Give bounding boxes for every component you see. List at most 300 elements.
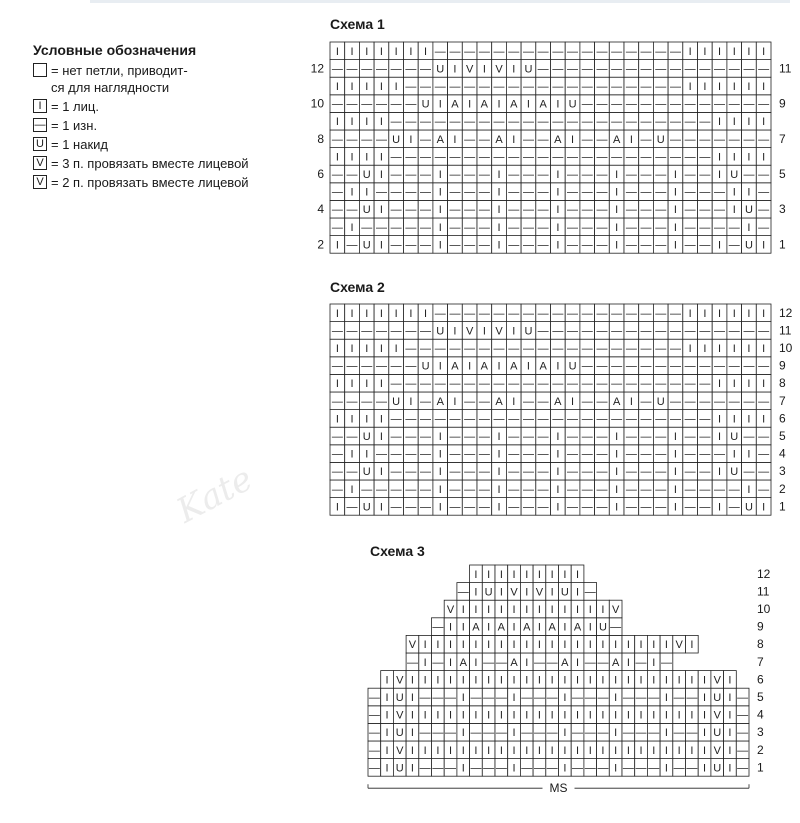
- knit-stitch-icon: [389, 77, 404, 95]
- svg-text:I: I: [563, 709, 567, 722]
- row-number-right: 7: [779, 131, 786, 146]
- purl-stitch-icon: [448, 236, 463, 254]
- row-number-right: 9: [779, 358, 786, 373]
- svg-text:—: —: [390, 466, 402, 479]
- purl-stitch-icon: [444, 759, 457, 777]
- svg-text:—: —: [331, 221, 343, 234]
- svg-text:I: I: [563, 674, 567, 687]
- svg-text:—: —: [584, 762, 596, 775]
- svg-text:I: I: [614, 727, 618, 740]
- purl-stitch-icon: [622, 688, 635, 706]
- knit-stitch-icon: [406, 688, 419, 706]
- knit-stitch-icon: [448, 322, 463, 340]
- purl-stitch-icon: [470, 759, 483, 777]
- svg-text:—: —: [495, 656, 507, 669]
- purl-stitch-icon: [418, 322, 433, 340]
- svg-text:I: I: [732, 151, 736, 164]
- svg-text:I: I: [526, 98, 530, 111]
- knit-stitch-icon: [492, 236, 507, 254]
- svg-text:—: —: [478, 116, 490, 129]
- knit-stitch-icon: [433, 95, 448, 113]
- legend-item-label: = нет петли, приводит- ся для наглядности: [51, 63, 188, 95]
- svg-text:I: I: [747, 116, 751, 129]
- knit-stitch-icon: [756, 148, 771, 166]
- knit-stitch-icon: [433, 357, 448, 375]
- arrow-icon: [571, 618, 584, 636]
- knit-stitch-icon: [559, 688, 572, 706]
- knit-stitch-icon: [359, 445, 374, 463]
- svg-text:I: I: [461, 762, 465, 775]
- knit-stitch-icon: [698, 42, 713, 60]
- legend-item-k3tog: [33, 155, 323, 172]
- purl-stitch-icon: [639, 112, 654, 130]
- purl-stitch-icon: [389, 200, 404, 218]
- svg-text:—: —: [567, 378, 579, 391]
- svg-text:—: —: [432, 656, 444, 669]
- purl-stitch-icon: [477, 304, 492, 322]
- knit-stitch-icon: [609, 498, 624, 516]
- svg-text:—: —: [640, 63, 652, 76]
- svg-text:—: —: [346, 325, 358, 338]
- svg-text:I: I: [512, 604, 516, 616]
- svg-text:I: I: [629, 395, 633, 408]
- svg-text:I: I: [379, 239, 383, 252]
- purl-stitch-icon: [462, 148, 477, 166]
- row-number-right: 12: [757, 566, 771, 581]
- knit-stitch-icon: [381, 723, 394, 741]
- purl-stitch-icon: [639, 498, 654, 516]
- svg-text:—: —: [331, 466, 343, 479]
- svg-text:I: I: [601, 744, 605, 757]
- svg-text:—: —: [546, 762, 558, 775]
- knit-stitch-icon: [508, 741, 521, 759]
- svg-text:—: —: [567, 45, 579, 58]
- svg-text:—: —: [419, 692, 431, 704]
- purl-stitch-icon: [639, 236, 654, 254]
- purl-stitch-icon: [653, 304, 668, 322]
- svg-text:I: I: [468, 98, 472, 111]
- k2tog-icon: [393, 671, 406, 689]
- purl-stitch-icon: [653, 218, 668, 236]
- svg-text:I: I: [576, 656, 580, 669]
- svg-text:—: —: [699, 63, 711, 76]
- svg-text:I: I: [664, 762, 668, 775]
- knit-stitch-icon: [533, 741, 546, 759]
- svg-text:I: I: [379, 81, 383, 93]
- svg-text:—: —: [684, 133, 696, 146]
- svg-text:—: —: [346, 395, 358, 408]
- svg-text:—: —: [508, 45, 520, 58]
- purl-stitch-icon: [683, 130, 698, 148]
- svg-text:—: —: [432, 727, 444, 740]
- svg-text:I: I: [732, 45, 736, 58]
- purl-stitch-icon: [597, 653, 610, 671]
- purl-stitch-icon: [330, 462, 345, 480]
- knit-stitch-icon: [727, 183, 742, 201]
- purl-stitch-icon: [580, 148, 595, 166]
- purl-stitch-icon: [521, 462, 536, 480]
- svg-text:I: I: [449, 674, 453, 687]
- purl-stitch-icon: [668, 42, 683, 60]
- purl-stitch-icon: [565, 462, 580, 480]
- svg-text:—: —: [552, 378, 564, 391]
- purl-stitch-icon: [595, 498, 610, 516]
- svg-text:—: —: [361, 63, 373, 76]
- yarn-over-icon: [653, 392, 668, 410]
- svg-text:—: —: [434, 151, 446, 164]
- svg-text:I: I: [461, 621, 465, 634]
- svg-text:I: I: [379, 431, 383, 443]
- svg-text:V: V: [713, 709, 721, 722]
- purl-stitch-icon: [624, 462, 639, 480]
- svg-text:—: —: [508, 116, 520, 129]
- purl-stitch-icon: [580, 112, 595, 130]
- svg-text:U: U: [392, 133, 401, 146]
- svg-text:—: —: [567, 325, 579, 338]
- svg-text:I: I: [614, 674, 618, 687]
- row-number-left: 12: [310, 61, 324, 76]
- svg-text:I: I: [499, 639, 503, 652]
- svg-text:V: V: [675, 639, 683, 652]
- svg-text:—: —: [420, 151, 432, 164]
- purl-stitch-icon: [609, 339, 624, 357]
- knit-stitch-icon: [559, 723, 572, 741]
- purl-stitch-icon: [727, 236, 742, 254]
- svg-text:I: I: [461, 709, 465, 722]
- knit-stitch-icon: [609, 236, 624, 254]
- knit-stitch-icon: [457, 706, 470, 724]
- purl-stitch-icon: [330, 95, 345, 113]
- svg-text:—: —: [743, 169, 755, 181]
- svg-text:—: —: [684, 378, 696, 391]
- purl-stitch-icon: [462, 130, 477, 148]
- knit-stitch-icon: [433, 200, 448, 218]
- knit-stitch-icon: [584, 635, 597, 653]
- svg-text:—: —: [581, 81, 593, 93]
- svg-text:—: —: [581, 431, 593, 443]
- knit-stitch-icon: [551, 498, 566, 516]
- purl-stitch-icon: [595, 410, 610, 428]
- purl-stitch-icon: [521, 130, 536, 148]
- svg-text:I: I: [588, 744, 592, 757]
- svg-text:I: I: [615, 239, 619, 252]
- purl-stitch-icon: [668, 410, 683, 428]
- svg-text:I: I: [365, 307, 369, 320]
- purl-stitch-icon: [418, 462, 433, 480]
- svg-text:—: —: [728, 395, 740, 408]
- purl-stitch-icon: [368, 723, 381, 741]
- svg-text:—: —: [669, 116, 681, 129]
- purl-stitch-icon: [536, 60, 551, 78]
- svg-text:—: —: [493, 81, 505, 93]
- svg-text:—: —: [464, 378, 476, 391]
- purl-stitch-icon: [565, 374, 580, 392]
- purl-stitch-icon: [580, 480, 595, 498]
- svg-text:I: I: [728, 727, 732, 740]
- svg-text:—: —: [478, 186, 490, 199]
- purl-stitch-icon: [727, 60, 742, 78]
- purl-stitch-icon: [653, 95, 668, 113]
- svg-text:I: I: [379, 378, 383, 391]
- yarn-over-icon: [393, 688, 406, 706]
- knit-stitch-icon: [495, 671, 508, 689]
- svg-text:U: U: [656, 133, 665, 146]
- purl-stitch-icon: [462, 445, 477, 463]
- knit-stitch-icon: [359, 42, 374, 60]
- purl-stitch-icon: [448, 218, 463, 236]
- svg-text:—: —: [537, 204, 549, 217]
- knit-stitch-icon: [330, 498, 345, 516]
- purl-stitch-icon: [345, 392, 360, 410]
- svg-text:—: —: [508, 466, 520, 479]
- svg-text:—: —: [449, 501, 461, 514]
- knit-stitch-icon: [559, 759, 572, 777]
- svg-text:I: I: [537, 709, 541, 722]
- knit-stitch-icon: [495, 583, 508, 601]
- svg-text:—: —: [673, 762, 685, 775]
- svg-text:—: —: [537, 343, 549, 355]
- purl-stitch-icon: [727, 392, 742, 410]
- svg-text:—: —: [581, 325, 593, 338]
- svg-text:—: —: [390, 448, 402, 461]
- knit-stitch-icon: [495, 565, 508, 583]
- svg-text:I: I: [379, 501, 383, 514]
- svg-text:I: I: [673, 239, 677, 252]
- svg-text:I: I: [424, 45, 428, 58]
- svg-text:—: —: [464, 169, 476, 181]
- svg-text:I: I: [762, 81, 766, 93]
- svg-text:—: —: [331, 63, 343, 76]
- svg-text:—: —: [390, 483, 402, 496]
- knit-stitch-icon: [686, 671, 699, 689]
- svg-text:—: —: [596, 307, 608, 320]
- svg-text:—: —: [464, 239, 476, 252]
- purl-stitch-icon: [551, 60, 566, 78]
- svg-text:I: I: [379, 204, 383, 217]
- svg-text:—: —: [331, 483, 343, 496]
- k3tog-icon: [462, 60, 477, 78]
- svg-text:—: —: [346, 169, 358, 181]
- svg-text:—: —: [464, 116, 476, 129]
- purl-stitch-icon: [624, 480, 639, 498]
- svg-text:—: —: [635, 692, 647, 704]
- svg-text:—: —: [640, 378, 652, 391]
- svg-text:—: —: [419, 727, 431, 740]
- purl-stitch-icon: [477, 236, 492, 254]
- svg-text:—: —: [405, 151, 417, 164]
- purl-stitch-icon: [521, 165, 536, 183]
- purl-stitch-icon: [653, 112, 668, 130]
- purl-stitch-icon: [683, 112, 698, 130]
- svg-text:—: —: [684, 431, 696, 443]
- svg-text:—: —: [596, 413, 608, 426]
- svg-text:—: —: [434, 378, 446, 391]
- knit-stitch-icon: [432, 671, 445, 689]
- knit-stitch-icon: [381, 759, 394, 777]
- k3tog-icon: [533, 583, 546, 601]
- knit-stitch-icon: [712, 165, 727, 183]
- knit-stitch-icon: [418, 304, 433, 322]
- svg-text:I: I: [615, 483, 619, 496]
- svg-text:I: I: [499, 674, 503, 687]
- purl-stitch-icon: [639, 95, 654, 113]
- svg-text:I: I: [379, 413, 383, 426]
- svg-text:I: I: [525, 639, 529, 652]
- svg-text:—: —: [611, 45, 623, 58]
- purl-stitch-icon: [742, 322, 757, 340]
- svg-text:I: I: [474, 656, 478, 669]
- svg-text:A: A: [451, 98, 459, 111]
- svg-text:—: —: [758, 395, 770, 408]
- knit-stitch-icon: [546, 671, 559, 689]
- svg-text:—: —: [478, 501, 490, 514]
- knit-stitch-icon: [433, 165, 448, 183]
- svg-text:I: I: [438, 169, 442, 181]
- svg-text:A: A: [497, 621, 506, 634]
- svg-text:—: —: [537, 239, 549, 252]
- svg-text:A: A: [472, 621, 480, 634]
- svg-text:I: I: [350, 151, 354, 164]
- svg-text:A: A: [495, 395, 503, 408]
- svg-text:—: —: [368, 762, 380, 775]
- knit-stitch-icon: [584, 600, 597, 618]
- svg-text:I: I: [423, 639, 427, 652]
- knit-stitch-icon: [727, 112, 742, 130]
- svg-text:—: —: [625, 448, 637, 461]
- knit-stitch-icon: [712, 462, 727, 480]
- svg-text:—: —: [567, 204, 579, 217]
- knit-stitch-icon: [698, 723, 711, 741]
- purl-stitch-icon: [432, 723, 445, 741]
- svg-text:—: —: [655, 378, 667, 391]
- svg-text:I: I: [556, 431, 560, 443]
- svg-text:I: I: [453, 325, 457, 338]
- svg-text:—: —: [470, 692, 482, 704]
- purl-stitch-icon: [580, 42, 595, 60]
- purl-stitch-icon: [506, 462, 521, 480]
- purl-stitch-icon: [492, 77, 507, 95]
- svg-text:—: —: [346, 431, 358, 443]
- purl-stitch-icon: [639, 357, 654, 375]
- svg-text:V: V: [465, 63, 474, 76]
- svg-text:—: —: [521, 692, 533, 704]
- svg-text:I: I: [335, 343, 339, 355]
- knit-stitch-icon: [683, 77, 698, 95]
- knit-stitch-icon: [647, 671, 660, 689]
- knit-stitch-icon: [520, 565, 533, 583]
- knit-stitch-icon: [470, 583, 483, 601]
- knit-stitch-icon: [698, 759, 711, 777]
- svg-text:—: —: [445, 692, 457, 704]
- svg-text:I: I: [732, 343, 736, 355]
- purl-stitch-icon: [571, 723, 584, 741]
- purl-stitch-icon: [653, 77, 668, 95]
- svg-text:I: I: [474, 568, 478, 581]
- svg-text:I: I: [436, 709, 440, 722]
- row-number-right: 9: [779, 96, 786, 111]
- knit-stitch-icon: [374, 339, 389, 357]
- svg-text:I: I: [550, 744, 554, 757]
- svg-text:—: —: [635, 727, 647, 740]
- knit-stitch-icon: [477, 60, 492, 78]
- svg-text:—: —: [625, 307, 637, 320]
- purl-stitch-icon: [673, 688, 686, 706]
- k2tog-icon: [444, 600, 457, 618]
- purl-stitch-icon: [565, 339, 580, 357]
- svg-text:—: —: [361, 325, 373, 338]
- svg-text:—: —: [331, 169, 343, 181]
- svg-text:I: I: [453, 133, 457, 146]
- svg-text:U: U: [713, 727, 722, 740]
- svg-text:—: —: [758, 186, 770, 199]
- svg-text:—: —: [331, 133, 343, 146]
- purl-stitch-icon: [521, 480, 536, 498]
- svg-text:I: I: [525, 586, 529, 599]
- purl-stitch-icon: [536, 200, 551, 218]
- svg-text:—: —: [673, 727, 685, 740]
- svg-text:—: —: [596, 98, 608, 111]
- svg-text:I: I: [499, 568, 503, 581]
- purl-stitch-icon: [546, 759, 559, 777]
- svg-text:—: —: [655, 81, 667, 93]
- svg-text:—: —: [584, 586, 596, 599]
- purl-stitch-icon: [736, 688, 749, 706]
- purl-stitch-icon: [536, 392, 551, 410]
- k2tog-icon: [711, 706, 724, 724]
- svg-text:I: I: [563, 604, 567, 616]
- knit-stitch-icon: [724, 759, 737, 777]
- svg-text:I: I: [576, 604, 580, 616]
- svg-text:I: I: [497, 239, 501, 252]
- svg-text:U: U: [560, 586, 569, 599]
- purl-stitch-icon: [477, 130, 492, 148]
- svg-text:U: U: [656, 395, 665, 408]
- svg-text:I: I: [350, 186, 354, 199]
- svg-text:I: I: [718, 343, 722, 355]
- svg-text:I: I: [438, 448, 442, 461]
- knit-stitch-icon: [374, 427, 389, 445]
- svg-text:U: U: [730, 466, 739, 479]
- purl-stitch-icon: [686, 688, 699, 706]
- svg-text:—: —: [625, 239, 637, 252]
- legend-title: Условные обозначения: [33, 42, 197, 58]
- knit-stitch-icon: [433, 236, 448, 254]
- purl-stitch-icon: [418, 200, 433, 218]
- purl-stitch-icon: [345, 357, 360, 375]
- purl-stitch-icon: [712, 95, 727, 113]
- svg-text:I: I: [703, 45, 707, 58]
- svg-text:I: I: [626, 674, 630, 687]
- svg-text:—: —: [567, 501, 579, 514]
- svg-text:—: —: [537, 169, 549, 181]
- svg-text:—: —: [699, 501, 711, 514]
- svg-text:—: —: [758, 98, 770, 111]
- svg-text:—: —: [552, 63, 564, 76]
- purl-stitch-icon: [551, 304, 566, 322]
- knit-stitch-icon: [432, 706, 445, 724]
- knit-stitch-icon: [482, 565, 495, 583]
- knit-stitch-icon: [448, 130, 463, 148]
- svg-text:—: —: [522, 169, 534, 181]
- svg-text:I: I: [718, 81, 722, 93]
- purl-stitch-icon: [404, 112, 419, 130]
- svg-text:—: —: [655, 466, 667, 479]
- purl-stitch-icon: [609, 112, 624, 130]
- purl-stitch-icon: [448, 445, 463, 463]
- svg-text:—: —: [714, 448, 726, 461]
- svg-text:I: I: [747, 413, 751, 426]
- svg-text:I: I: [601, 639, 605, 652]
